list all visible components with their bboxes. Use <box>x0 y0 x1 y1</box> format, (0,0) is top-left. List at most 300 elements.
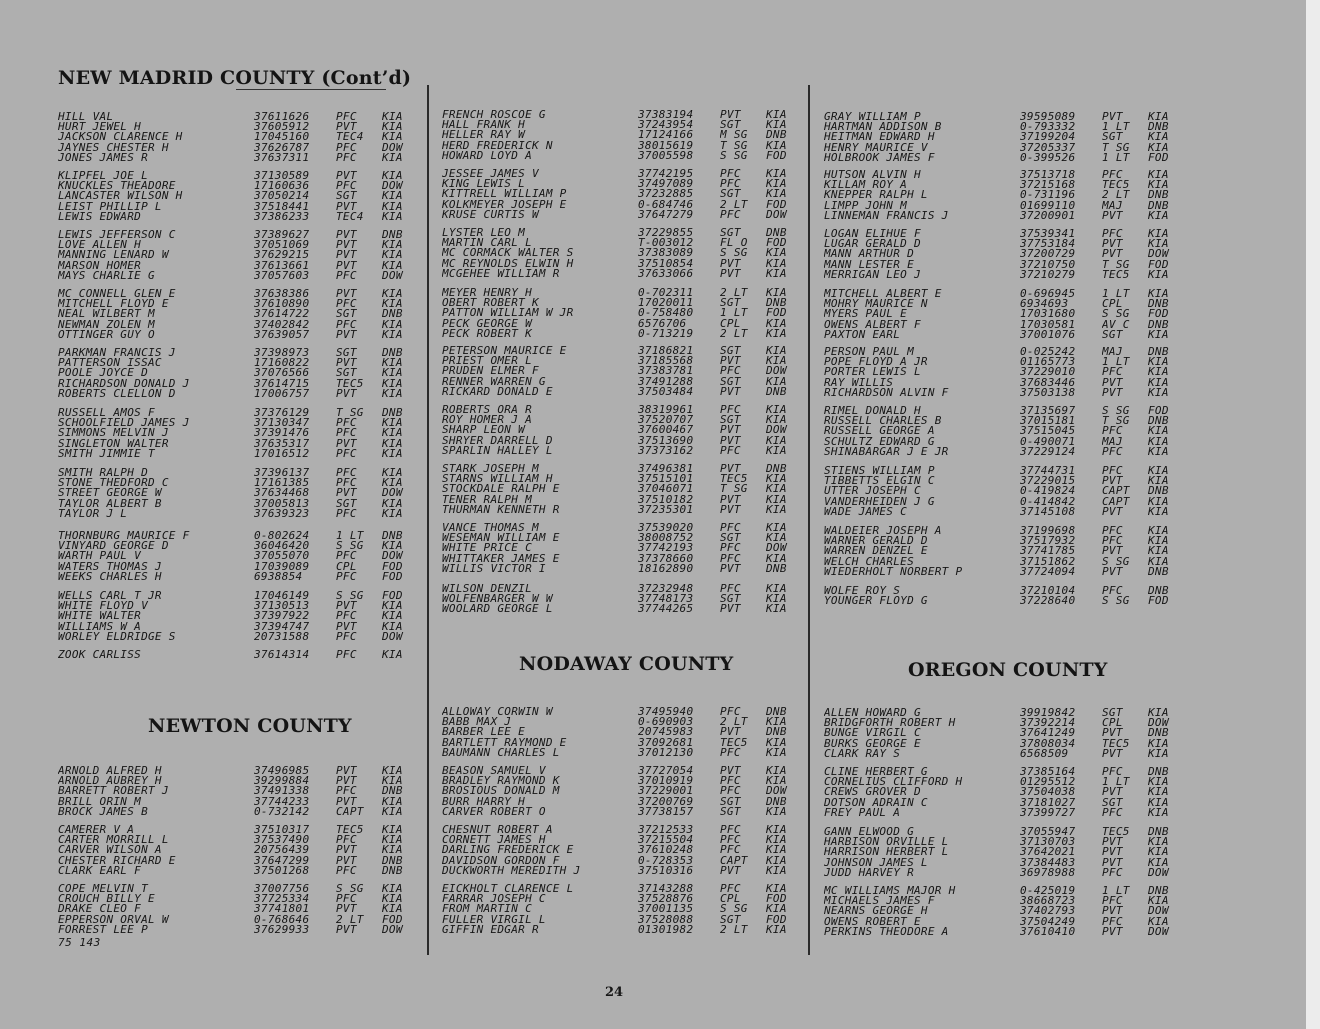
casualty-row <box>824 299 1188 309</box>
casualty-rank: PVT <box>336 250 357 261</box>
casualty-rank: PVT <box>720 435 741 446</box>
casualty-rank: PVT <box>720 604 741 615</box>
casualty-row <box>58 488 422 498</box>
casualty-serial: 17020011 <box>638 298 694 309</box>
casualty-serial: 37510316 <box>638 865 694 876</box>
casualty-row <box>442 894 806 904</box>
column-divider-right <box>808 85 810 955</box>
casualty-row <box>824 837 1188 847</box>
casualty-rank: PVT <box>1102 239 1123 250</box>
casualty-row <box>824 143 1188 153</box>
casualty-status: KIA <box>766 855 787 866</box>
casualty-status: KIA <box>1148 436 1169 447</box>
casualty-name: MYERS PAUL E <box>824 309 908 320</box>
casualty-row <box>442 866 806 876</box>
casualty-serial: 0-690903 <box>638 717 694 728</box>
casualty-status: KIA <box>382 329 403 340</box>
casualty-status: DNB <box>382 786 403 797</box>
casualty-name: ZOOK CARLISS <box>58 650 142 661</box>
casualty-row <box>442 110 806 120</box>
casualty-rank: PFC <box>1102 867 1123 878</box>
casualty-serial: 37135697 <box>1020 406 1076 417</box>
casualty-name: STREET GEORGE W <box>58 488 162 499</box>
casualty-status: DNB <box>1148 319 1169 330</box>
casualty-status: DNB <box>766 228 787 239</box>
casualty-row <box>824 416 1188 426</box>
casualty-rank: PFC <box>1102 536 1123 547</box>
casualty-status: DOW <box>1148 906 1169 917</box>
casualty-status: KIA <box>1148 377 1169 388</box>
casualty-name: JUDD HARVEY R <box>824 867 914 878</box>
casualty-rank: PVT <box>720 356 741 367</box>
casualty-serial: 01699110 <box>1020 200 1076 211</box>
footer-code: 75 143 <box>58 936 101 949</box>
casualty-serial: 20745983 <box>638 727 694 738</box>
casualty-rank: PVT <box>336 240 357 251</box>
casualty-serial: 6576706 <box>638 318 687 329</box>
casualty-name: BARTLETT RAYMOND E <box>442 737 567 748</box>
casualty-serial: 0-728353 <box>638 855 694 866</box>
column-3 <box>824 0 1196 1029</box>
page-edge <box>1306 0 1320 1029</box>
casualty-rank: PFC <box>336 418 357 429</box>
casualty-serial: 37515101 <box>638 474 694 485</box>
casualty-name: WHITTAKER JAMES E <box>442 553 560 564</box>
casualty-status: KIA <box>766 110 787 121</box>
casualty-serial: 37613661 <box>254 260 310 271</box>
casualty-name: WOLFE ROY S <box>824 586 901 597</box>
casualty-serial: 37496985 <box>254 766 310 777</box>
casualty-row <box>824 868 1188 878</box>
casualty-status: KIA <box>766 904 787 915</box>
casualty-serial: 37515045 <box>1020 426 1076 437</box>
entry-group <box>824 586 1188 606</box>
casualty-name: ROY HOMER J A <box>442 415 532 426</box>
casualty-rank: S SG <box>336 591 364 602</box>
casualty-row <box>824 896 1188 906</box>
casualty-name: SHRYER DARRELL D <box>442 435 553 446</box>
casualty-name: HARTMAN ADDISON B <box>824 122 942 133</box>
casualty-status: KIA <box>382 904 403 915</box>
casualty-status: DNB <box>382 230 403 241</box>
casualty-serial: 37392214 <box>1020 718 1076 729</box>
casualty-name: SCHOOLFIELD JAMES J <box>58 418 190 429</box>
casualty-rank: AV C <box>1102 319 1130 330</box>
casualty-serial: 37181027 <box>1020 797 1076 808</box>
casualty-row <box>824 388 1188 398</box>
casualty-rank: SGT <box>336 348 357 359</box>
casualty-serial: 17016512 <box>254 448 310 459</box>
casualty-serial: 37504249 <box>1020 916 1076 927</box>
casualty-name: FROM MARTIN C <box>442 904 532 915</box>
casualty-rank: S SG <box>1102 309 1130 320</box>
casualty-status: DOW <box>382 924 403 935</box>
casualty-row <box>58 320 422 330</box>
casualty-serial: 37496381 <box>638 464 694 475</box>
casualty-name: OTTINGER GUY O <box>58 329 155 340</box>
casualty-name: STARK JOSEPH M <box>442 464 539 475</box>
casualty-status: FOD <box>1148 309 1169 320</box>
casualty-status: DNB <box>766 298 787 309</box>
casualty-serial: 38008752 <box>638 533 694 544</box>
casualty-row <box>58 261 422 271</box>
casualty-rank: S SG <box>1102 406 1130 417</box>
casualty-serial: 37005598 <box>638 150 694 161</box>
casualty-status: DOW <box>766 209 787 220</box>
casualty-serial: 37391476 <box>254 428 310 439</box>
entry-group <box>824 767 1188 818</box>
casualty-name: MITCHELL ALBERT E <box>824 289 942 300</box>
casualty-name: MAYS CHARLIE G <box>58 270 155 281</box>
casualty-name: DAVIDSON GORDON F <box>442 855 560 866</box>
casualty-serial: 17124166 <box>638 130 694 141</box>
casualty-serial: 37010919 <box>638 776 694 787</box>
casualty-serial: 37229124 <box>1020 446 1076 457</box>
casualty-status: KIA <box>766 140 787 151</box>
casualty-rank: CPL <box>336 561 357 572</box>
casualty-serial: 37510317 <box>254 825 310 836</box>
casualty-rank: PFC <box>336 650 357 661</box>
casualty-serial: 37725334 <box>254 894 310 905</box>
casualty-row <box>824 367 1188 377</box>
casualty-status: KIA <box>766 415 787 426</box>
casualty-rank: TEC5 <box>1102 827 1130 838</box>
casualty-name: VANDERHEIDEN J G <box>824 496 935 507</box>
casualty-status: KIA <box>1148 466 1169 477</box>
section-heading-new-madrid: NEW MADRID COUNTY (Cont’d) <box>58 67 412 89</box>
casualty-row <box>58 132 422 142</box>
casualty-status: KIA <box>382 611 403 622</box>
casualty-rank: PVT <box>336 845 357 856</box>
casualty-name: GIFFIN EDGAR R <box>442 924 539 935</box>
casualty-serial: 37537490 <box>254 835 310 846</box>
casualty-rank: S SG <box>336 541 364 552</box>
casualty-status: DNB <box>382 348 403 359</box>
casualty-row <box>58 143 422 153</box>
casualty-rank: PFC <box>720 405 741 416</box>
casualty-rank: SGT <box>720 228 741 239</box>
casualty-status: DNB <box>766 796 787 807</box>
casualty-status: KIA <box>382 250 403 261</box>
casualty-status: KIA <box>766 484 787 495</box>
casualty-serial: 37513718 <box>1020 170 1076 181</box>
casualty-row <box>442 807 806 817</box>
casualty-serial: 37738157 <box>638 806 694 817</box>
casualty-serial: 37641249 <box>1020 728 1076 739</box>
entry-group <box>58 531 422 582</box>
casualty-row <box>58 776 422 786</box>
casualty-name: WHITE PRICE C <box>442 543 532 554</box>
casualty-rank: PFC <box>336 611 357 622</box>
casualty-row <box>442 495 806 505</box>
casualty-rank: PVT <box>1102 728 1123 739</box>
casualty-serial: 17161385 <box>254 478 310 489</box>
casualty-status: KIA <box>1148 329 1169 340</box>
casualty-rank: PFC <box>720 835 741 846</box>
casualty-name: SHARP LEON W <box>442 425 526 436</box>
casualty-serial: 37635317 <box>254 438 310 449</box>
casualty-status: DNB <box>766 727 787 738</box>
casualty-row <box>824 858 1188 868</box>
casualty-rank: CAPT <box>720 855 748 866</box>
casualty-rank: PFC <box>336 508 357 519</box>
casualty-serial: 37528088 <box>638 914 694 925</box>
casualty-row <box>824 378 1188 388</box>
casualty-serial: 37491338 <box>254 786 310 797</box>
casualty-serial: 37001135 <box>638 904 694 915</box>
casualty-status: KIA <box>766 376 787 387</box>
casualty-rank: PVT <box>1102 476 1123 487</box>
casualty-serial: 17030581 <box>1020 319 1076 330</box>
casualty-rank: PVT <box>720 268 741 279</box>
casualty-row <box>442 446 806 456</box>
entry-group <box>58 112 422 163</box>
casualty-name: MC CONNELL GLEN E <box>58 289 176 300</box>
casualty-name: LANCASTER WILSON H <box>58 191 183 202</box>
entry-group <box>442 228 806 279</box>
casualty-row <box>824 586 1188 596</box>
casualty-name: KNEPPER RALPH L <box>824 190 928 201</box>
casualty-serial: 0-696945 <box>1020 289 1076 300</box>
casualty-rank: PFC <box>336 468 357 479</box>
casualty-name: MC CORMACK WALTER S <box>442 248 574 259</box>
casualty-rank: PFC <box>1102 466 1123 477</box>
casualty-rank: PVT <box>336 621 357 632</box>
casualty-rank: 2 LT <box>720 328 748 339</box>
casualty-row <box>58 418 422 428</box>
casualty-status: KIA <box>382 378 403 389</box>
casualty-status: KIA <box>766 504 787 515</box>
casualty-status: KIA <box>382 468 403 479</box>
casualty-status: KIA <box>1148 446 1169 457</box>
casualty-serial: 37683446 <box>1020 377 1076 388</box>
casualty-row <box>824 357 1188 367</box>
casualty-rank: SGT <box>720 346 741 357</box>
casualty-serial: 0-684746 <box>638 199 694 210</box>
casualty-status: KIA <box>382 650 403 661</box>
entry-group <box>824 406 1188 457</box>
casualty-row <box>58 551 422 561</box>
entry-group <box>824 229 1188 280</box>
casualty-row <box>58 330 422 340</box>
casualty-row <box>58 845 422 855</box>
casualty-status: FOD <box>382 571 403 582</box>
casualty-rank: PFC <box>336 319 357 330</box>
entry-group <box>58 408 422 459</box>
casualty-name: SIMMONS MELVIN J <box>58 428 169 439</box>
casualty-name: SHINABARGAR J E JR <box>824 446 949 457</box>
casualty-row <box>58 153 422 163</box>
casualty-row <box>824 526 1188 536</box>
casualty-status: KIA <box>1148 170 1169 181</box>
casualty-row <box>58 368 422 378</box>
casualty-status: KIA <box>766 474 787 485</box>
casualty-rank: M SG <box>720 130 748 141</box>
casualty-status: KIA <box>766 169 787 180</box>
casualty-status: KIA <box>382 152 403 163</box>
casualty-serial: 37611626 <box>254 112 310 123</box>
casualty-name: MEYER HENRY H <box>442 288 532 299</box>
casualty-row <box>824 170 1188 180</box>
casualty-serial: 37229001 <box>638 786 694 797</box>
casualty-serial: 37235301 <box>638 504 694 515</box>
casualty-status: KIA <box>766 766 787 777</box>
casualty-status: KIA <box>1148 748 1169 759</box>
casualty-status: KIA <box>1148 807 1169 818</box>
entry-group <box>824 170 1188 221</box>
casualty-rank: TEC4 <box>336 211 364 222</box>
casualty-serial: 01165773 <box>1020 357 1076 368</box>
casualty-name: NEARNS GEORGE H <box>824 906 928 917</box>
casualty-row <box>824 330 1188 340</box>
casualty-rank: PFC <box>720 179 741 190</box>
casualty-row <box>442 584 806 594</box>
casualty-row <box>58 348 422 358</box>
casualty-status: DNB <box>766 707 787 718</box>
casualty-name: PERSON PAUL M <box>824 347 914 358</box>
casualty-rank: TEC5 <box>1102 180 1130 191</box>
casualty-status: KIA <box>766 717 787 728</box>
casualty-status: KIA <box>382 211 403 222</box>
casualty-name: WEEKS CHARLES H <box>58 571 162 582</box>
casualty-row <box>824 739 1188 749</box>
casualty-rank: PFC <box>336 142 357 153</box>
casualty-row <box>58 807 422 817</box>
casualty-name: BROSIOUS DONALD M <box>442 786 560 797</box>
casualty-name: LOGAN ELIHUE F <box>824 229 921 240</box>
casualty-name: CLARK EARL F <box>58 865 142 876</box>
casualty-status: KIA <box>766 884 787 895</box>
casualty-name: WESEMAN WILLIAM E <box>442 533 560 544</box>
casualty-name: HOLBROOK JAMES F <box>824 152 935 163</box>
casualty-status: KIA <box>1148 289 1169 300</box>
casualty-serial: 37504038 <box>1020 787 1076 798</box>
casualty-rank: PVT <box>720 386 741 397</box>
casualty-status: DOW <box>382 488 403 499</box>
casualty-name: CREWS GROVER D <box>824 787 921 798</box>
casualty-serial: 37614722 <box>254 309 310 320</box>
casualty-rank: PVT <box>720 504 741 515</box>
casualty-row <box>58 240 422 250</box>
casualty-row <box>824 507 1188 517</box>
casualty-rank: PFC <box>336 551 357 562</box>
casualty-name: PECK GEORGE W <box>442 318 532 329</box>
casualty-serial: 37373162 <box>638 445 694 456</box>
casualty-serial: 37614314 <box>254 650 310 661</box>
casualty-name: THORNBURG MAURICE F <box>58 531 190 542</box>
casualty-rank: PFC <box>336 571 357 582</box>
casualty-serial: 37539020 <box>638 523 694 534</box>
casualty-serial: 6568509 <box>1020 748 1069 759</box>
casualty-row <box>442 346 806 356</box>
casualty-status: DNB <box>1148 200 1169 211</box>
casualty-status: KIA <box>766 825 787 836</box>
casualty-status: KIA <box>766 435 787 446</box>
casualty-row <box>442 464 806 474</box>
casualty-status: DOW <box>766 366 787 377</box>
casualty-row <box>442 259 806 269</box>
casualty-row <box>442 269 806 279</box>
entry-group <box>824 112 1188 163</box>
entry-group <box>442 523 806 574</box>
casualty-status: KIA <box>382 191 403 202</box>
casualty-rank: PFC <box>720 786 741 797</box>
casualty-serial: 38668723 <box>1020 896 1076 907</box>
casualty-status: KIA <box>1148 269 1169 280</box>
casualty-name: CLARK RAY S <box>824 748 901 759</box>
casualty-name: CARVER ROBERT O <box>442 806 546 817</box>
casualty-serial: 17045160 <box>254 132 310 143</box>
casualty-serial: 38319961 <box>638 405 694 416</box>
casualty-rank: S SG <box>720 150 748 161</box>
casualty-row <box>442 604 806 614</box>
casualty-serial: 37539341 <box>1020 229 1076 240</box>
casualty-row <box>824 320 1188 330</box>
section-heading-newton: NEWTON COUNTY <box>148 715 352 737</box>
casualty-serial: 37808034 <box>1020 738 1076 749</box>
casualty-status: KIA <box>382 418 403 429</box>
casualty-name: LYSTER LEO M <box>442 228 526 239</box>
casualty-status: KIA <box>1148 916 1169 927</box>
casualty-rank: PVT <box>720 110 741 121</box>
casualty-name: RUSSELL AMOS F <box>58 408 155 419</box>
casualty-name: TAYLOR ALBERT B <box>58 498 162 509</box>
casualty-name: EICKHOLT CLARENCE L <box>442 884 574 895</box>
casualty-status: KIA <box>766 737 787 748</box>
casualty-row <box>442 707 806 717</box>
casualty-rank: PVT <box>720 494 741 505</box>
casualty-name: LUGAR GERALD D <box>824 239 921 250</box>
casualty-status: KIA <box>382 368 403 379</box>
casualty-serial: 20756439 <box>254 845 310 856</box>
casualty-name: CORNELIUS CLIFFORD H <box>824 777 963 788</box>
casualty-row <box>442 925 806 935</box>
casualty-row <box>58 591 422 601</box>
casualty-row <box>58 611 422 621</box>
casualty-serial: 37378660 <box>638 553 694 564</box>
casualty-rank: PVT <box>1102 847 1123 858</box>
heading-underline <box>236 89 386 90</box>
casualty-name: RAY WILLIS <box>824 377 894 388</box>
casualty-rank: FL O <box>720 238 748 249</box>
casualty-rank: PFC <box>336 786 357 797</box>
casualty-serial: 37513690 <box>638 435 694 446</box>
casualty-serial: 37510182 <box>638 494 694 505</box>
casualty-serial: 37384483 <box>1020 857 1076 868</box>
casualty-name: HENRY MAURICE V <box>824 142 928 153</box>
casualty-serial: 37229010 <box>1020 367 1076 378</box>
casualty-serial: 39299884 <box>254 776 310 787</box>
casualty-name: WADE JAMES C <box>824 506 908 517</box>
casualty-name: JESSEE JAMES V <box>442 169 539 180</box>
casualty-rank: S SG <box>336 884 364 895</box>
casualty-row <box>824 886 1188 896</box>
casualty-serial: 0-768646 <box>254 914 310 925</box>
casualty-serial: 38015619 <box>638 140 694 151</box>
casualty-rank: PVT <box>336 488 357 499</box>
casualty-rank: SGT <box>720 415 741 426</box>
casualty-status: DOW <box>1148 249 1169 260</box>
casualty-status: KIA <box>382 478 403 489</box>
casualty-row <box>442 238 806 248</box>
casualty-rank: PFC <box>336 428 357 439</box>
casualty-row <box>58 468 422 478</box>
casualty-rank: TEC5 <box>720 474 748 485</box>
casualty-serial: 39595089 <box>1020 112 1076 123</box>
casualty-row <box>58 925 422 935</box>
casualty-serial: 37389627 <box>254 230 310 241</box>
casualty-serial: 37015181 <box>1020 416 1076 427</box>
